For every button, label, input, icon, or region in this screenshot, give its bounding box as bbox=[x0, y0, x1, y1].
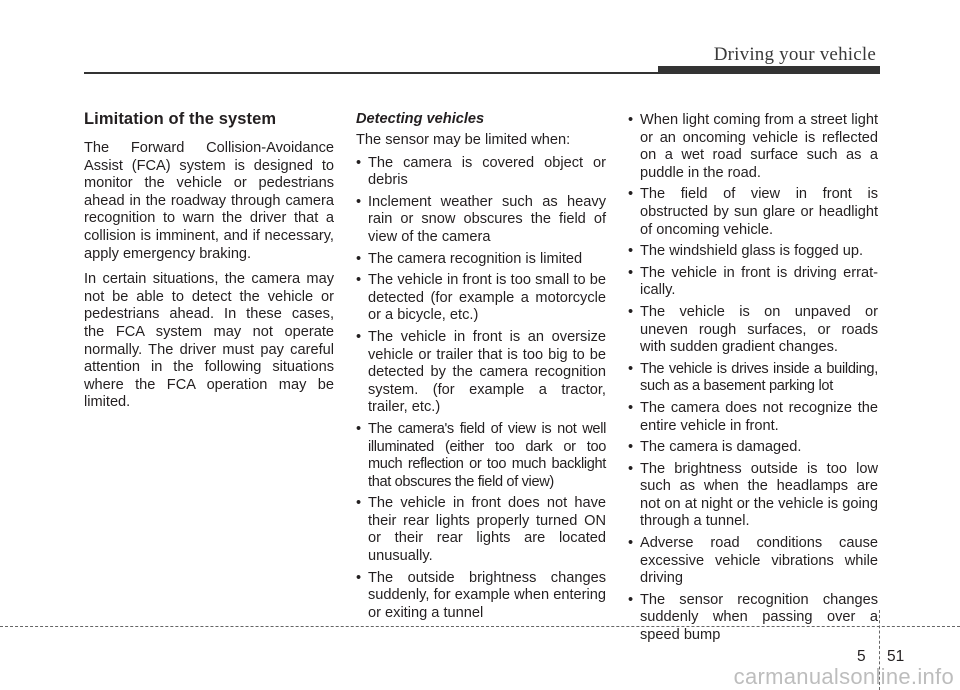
list-item: • Inclement weather such as heavy rain or snow obscures the field of view of the camera bbox=[356, 194, 606, 247]
detecting-vehicles-heading: Detecting vehicles bbox=[356, 111, 485, 127]
header-rule-accent bbox=[658, 66, 880, 74]
list-item: • The field of view in front is obstructed by sun glare or headlight of oncoming vehicle. bbox=[628, 186, 878, 239]
intro-paragraph: The Forward Collision-Avoidance Assist (FCA) system is designed to monitor the vehicle or pedestrians ahead in the roadway through camera recognition to warn the driver that a collision is imminent, and if necessary, apply emergency braking. bbox=[84, 140, 334, 262]
list-item: • The camera does not recognize the entire vehicle in front. bbox=[628, 400, 878, 435]
list-item: • The vehicle in front does not have their rear lights properly turned ON or their rear lights are located unusually. bbox=[356, 495, 606, 565]
column-right bbox=[628, 112, 878, 649]
chapter-number: 5 bbox=[857, 648, 866, 665]
limitation-list-middle bbox=[356, 155, 606, 623]
list-item: • The sensor recognition changes suddenly when passing over a speed bump bbox=[628, 592, 878, 645]
watermark[interactable]: carmanualsonline.info bbox=[733, 664, 954, 689]
list-item: • The vehicle is on unpaved or uneven rough surfaces, or roads with sudden gradient changes. bbox=[628, 304, 878, 357]
list-item: • Adverse road conditions cause excessive vehicle vibrations while driving bbox=[628, 535, 878, 588]
list-item: • The camera recognition is limited bbox=[356, 251, 606, 269]
page-header bbox=[0, 0, 960, 80]
list-item: • The camera is covered object or debris bbox=[356, 155, 606, 190]
list-item: • The vehicle in front is too small to be detected (for example a motorcycle or a bicycle, etc.) bbox=[356, 272, 606, 325]
list-item: • The camera's field of view is not well illuminated (either too dark or too much reflection or too much backlight that obscures the field of view) bbox=[356, 421, 606, 491]
sensor-limited-intro: The sensor may be limited when: bbox=[356, 132, 571, 148]
list-item: • The camera is damaged. bbox=[628, 439, 878, 457]
list-item: • The vehicle is drives inside a building, such as a basement parking lot bbox=[628, 361, 878, 396]
list-item: • The vehicle in front is driving erratically. bbox=[628, 265, 878, 300]
footer-rule bbox=[0, 626, 960, 627]
section-title: Driving your vehicle bbox=[713, 44, 876, 65]
limitation-list-right bbox=[628, 112, 878, 645]
list-item: • The outside brightness changes suddenly, for example when entering or exiting a tunnel bbox=[356, 570, 606, 623]
list-item: • The brightness outside is too low such as when the headlamps are not on at night or the vehicle is going through a tunnel. bbox=[628, 461, 878, 531]
list-item: • When light coming from a street light or an oncoming vehicle is reflected on a wet road surface such as a puddle in the road. bbox=[628, 112, 878, 182]
limitation-heading: Limitation of the system bbox=[84, 110, 277, 128]
column-middle bbox=[356, 108, 606, 626]
page-number: 51 bbox=[887, 648, 905, 665]
warning-paragraph: In certain situations, the camera may not be able to detect the vehicle or pedestrians ahead. In these cases, the FCA system may not operate normally. The driver must pay careful attention in the following situations where the FCA operation may be limited. bbox=[84, 271, 334, 411]
list-item: • The vehicle in front is an oversize vehicle or trailer that is too big to be detected by the camera recognition system. (for example a tractor, trailer, etc.) bbox=[356, 329, 606, 417]
list-item: • The windshield glass is fogged up. bbox=[628, 243, 878, 261]
column-left bbox=[84, 108, 334, 420]
